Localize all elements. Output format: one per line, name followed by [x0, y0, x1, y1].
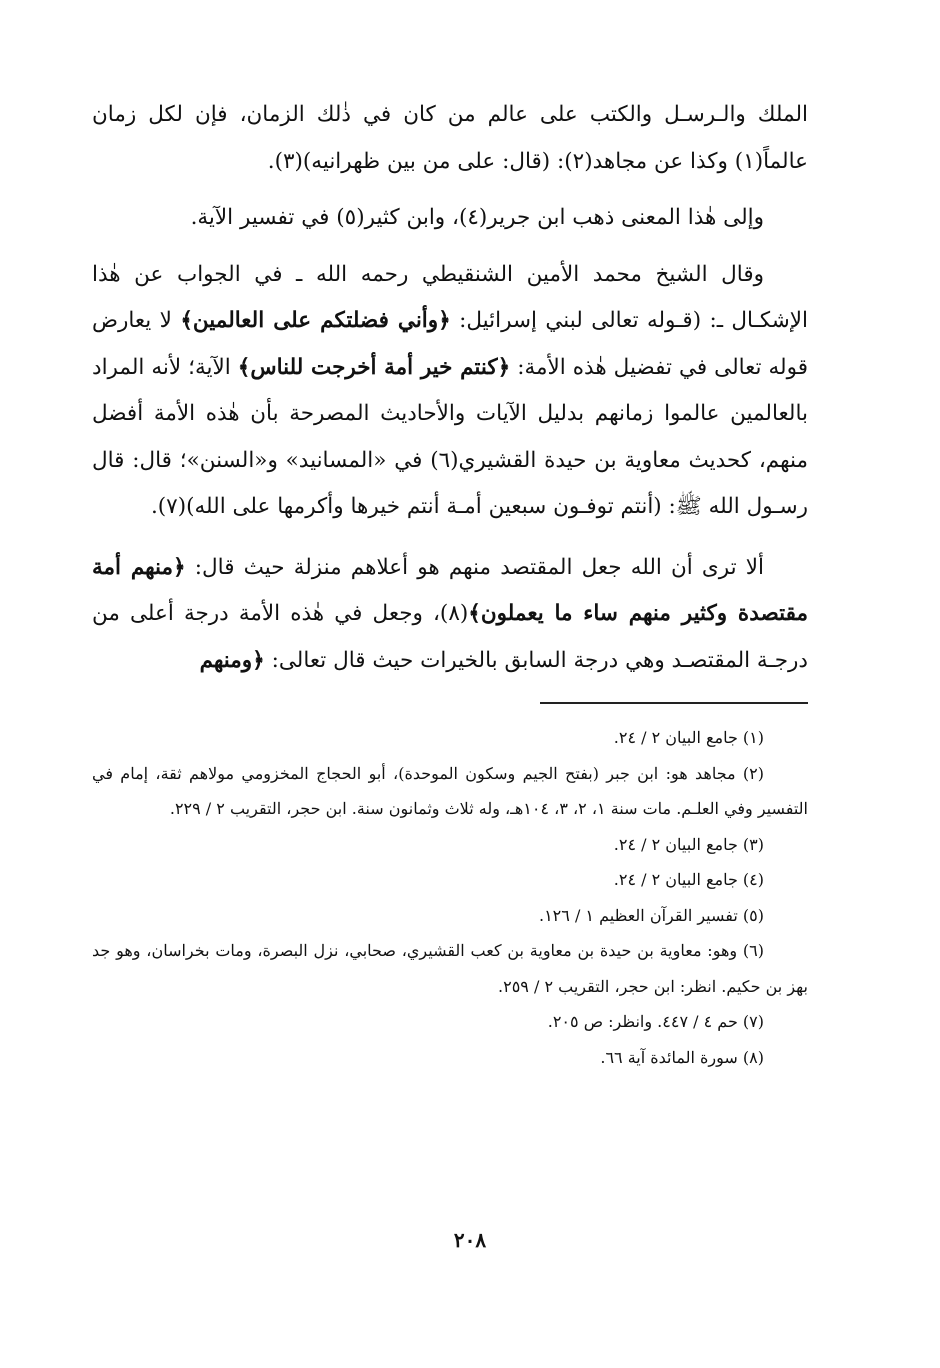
- page-number: ٢٠٨: [453, 1228, 487, 1252]
- quran-verse: ﴿وأني فضلتكم على العالمين﴾: [180, 308, 451, 333]
- quran-verse: ﴿ومنهم: [199, 647, 265, 673]
- paragraph-4: [92, 545, 808, 685]
- footnote: (٧) حم ٤ / ٤٤٧. وانظر: ص ٢٠٥.: [547, 1012, 764, 1031]
- paragraph-3: [92, 252, 808, 531]
- paragraph-3-text: الآية؛ لأنه المراد بالعالمين عالموا زمانهم بدليل الآيات والأحاديث المصرحة بأن هٰذه الأمة أفضل منهم، كحديث معاوية بن حيدة القشيري(٦) في «المسانيد» و«السنن»؛ قال: قال رسـول الله ﷺ: (أنتم توفـون سبعين أمـة أنتم خيرها وأكرمها على الله)(٧).: [92, 354, 808, 519]
- footnote: (١) جامع البيان ٢ / ٢٤.: [613, 728, 764, 747]
- quran-verse: ﴿منهم أمة مقتصدة وكثير منهم ساء ما يعملون﴾: [92, 554, 808, 626]
- paragraph-3-text: وقال الشيخ محمد الأمين الشنقيطي رحمه الله ـ في الجواب عن هٰذا الإشكـال ـ: (قـوله تعالى لبني إسرائيل:: [92, 261, 809, 333]
- paragraph-3-text: لا يعارض قوله تعالى في تفضيل هٰذه الأمة:: [92, 308, 808, 380]
- footnotes: [92, 720, 808, 1075]
- paragraph-1: الملك والـرسـل والكتب على عالم من كان في ذٰلك الزمان، فإن لكل زمان عالماً(١) وكذا عن مجاهد(٢): (قال: على من بين ظهرانيه)(٣).: [92, 102, 808, 174]
- main-text: [92, 92, 808, 684]
- footnote: (٦) وهو: معاوية بن حيدة بن معاوية بن كعب القشيري، صحابي، نزل البصرة، ومات بخراسان، وهو جد بهز بن حكيم. انظر: ابن حجر، التقريب ٢ / ٢٥٩.: [92, 941, 808, 996]
- quran-verse: ﴿كنتم خير أمة أخرجت للناس﴾: [237, 354, 511, 380]
- footnote: (٣) جامع البيان ٢ / ٢٤.: [613, 834, 764, 854]
- paragraph-2: وإلى هٰذا المعنى ذهب ابن جرير(٤)، وابن كثير(٥) في تفسير الآية.: [190, 205, 764, 230]
- footnote: (٥) تفسير القرآن العظيم ١ / ١٢٦.: [538, 905, 764, 925]
- footnote: (٨) سورة المائدة آية ٦٦.: [600, 1047, 764, 1067]
- paragraph-4-text: ألا ترى أن الله جعل المقتصد منهم هو أعلاهم منزلة حيث قال:: [185, 554, 764, 580]
- paragraph-4-text: (٨)، وجعل في هٰذه الأمة درجة أعلى من درجـة المقتصـد وهي درجة السابق بالخيرات حيث قال تعالى:: [92, 601, 808, 673]
- footnote: (٤) جامع البيان ٢ / ٢٤.: [613, 870, 764, 889]
- document-page: [92, 92, 808, 1342]
- footnote-separator: [540, 702, 808, 704]
- footnote: (٢) مجاهد هو: ابن جبر (بفتح الجيم وسكون الموحدة)، أبو الحجاج المخزومي مولاهم ثقة، إمام في التفسير وفي العلـم. مات سنة ١، ٢، ٣، ١٠٤هـ، وله ثلاث وثمانون سنة. ابن حجر، التقريب ٢ / ٢٢٩.: [92, 763, 808, 818]
